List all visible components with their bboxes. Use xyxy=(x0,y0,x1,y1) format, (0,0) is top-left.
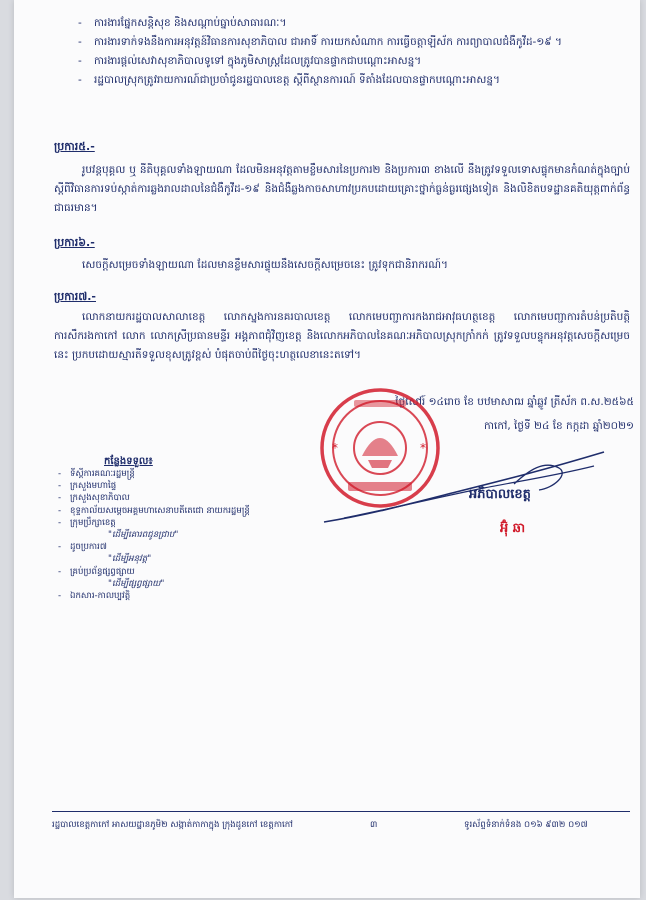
recipient-item: - គ្រប់ប្រព័ន្ធផ្សព្វផ្សាយ xyxy=(58,566,308,578)
recipients-heading: កន្លែងទទួល៖ xyxy=(104,456,153,467)
footer-divider xyxy=(52,811,630,812)
bullet-list xyxy=(76,14,636,90)
article-5-heading: ប្រការ៥.- xyxy=(54,140,95,153)
article-5-text: រូបវន្តបុគ្គល ឬ នីតិបុគ្គលទាំងឡាយណា ដែលមិនអនុវត្តតាមខ្លឹមសារនៃប្រការ២ និងប្រការ៣ ខាងលើ នឹងត្រូវទទួលទោសផ្ទុកមានកំណត់ក្នុងច្បាប់ស្តីពីវិធានការទប់ស្កាត់ការឆ្លងរាលដាលនៃជំងឺកូវីដ-១៩ និងជំងឺឆ្លងកាចសាហាវប្រកបដោយគ្រោះថ្នាក់ធ្ងន់ធ្ងរផ្សេងទៀត និងលិខិតបទដ្ឋានគតិយុត្តពាក់ព័ន្ធជាធរមាន។ xyxy=(54,164,630,214)
recipient-item: - ទីស្តីការគណៈរដ្ឋមន្ត្រី xyxy=(58,468,308,480)
article-7-heading: ប្រការ៧.- xyxy=(54,290,96,303)
svg-text:*: * xyxy=(332,441,338,455)
bullet-item: - ការងារផ្នែកសន្តិសុខ និងសណ្តាប់ធ្នាប់សាធារណៈ។ xyxy=(76,14,636,33)
lunar-date: ថ្ងៃសៅរ៍ ១៤រោច ខែ បឋមាសាឍ ឆ្នាំឆ្លូវ ត្រីស័ក ព.ស.២៥៦៥ xyxy=(395,396,634,408)
document-page xyxy=(14,0,640,898)
bullet-item: - ការងារផ្ដល់សេវាសុខាភិបាលទូទៅ ក្នុងភូមិសាស្ត្រដែលត្រូវបានផ្ទាកជាបណ្តោះអាសន្ន។ xyxy=(76,52,636,71)
article-6-text: សេចក្ដីសម្រេចទាំងឡាយណា ដែលមានខ្លឹមសារផ្ទុយនឹងសេចក្ដីសម្រេចនេះ ត្រូវទុកជានិរាករណ៍។ xyxy=(82,259,448,271)
footer-phone: ទូរស័ព្ទទំនាក់ទំនង ០១៦ ៩៣២ ០១៧ xyxy=(464,820,588,830)
recipient-item: - ឯកសារ-កាលប្បវត្តិ xyxy=(58,590,308,602)
recipient-note: "ដើម្បីផ្សព្វផ្សាយ" xyxy=(108,578,165,589)
bullet-item: - ការងារទាក់ទងនឹងការអនុវត្តន៍វិធានការសុខាភិបាល ជាអាទិ៍ ការយកសំណាក ការធ្វើចត្តាឡីស័ក ការព្យាបាលជំងឺកូវីដ-១៩ ។ xyxy=(76,33,636,52)
recipient-item: - ដូចប្រការ៧ xyxy=(58,541,308,553)
article-7-text: លោកនាយករដ្ឋបាលសាលាខេត្ត លោកស្នងការនគរបាលខេត្ត លោកមេបញ្ជាការកងរាជអាវុធហត្ថខេត្ត លោកមេបញ្ជាការតំបន់ប្រតិបត្តិការសឹករងកាកៅ លោក លោកស្រីប្រធានមន្ទីរ អង្គភាពជុំវិញខេត្ត និងលោកអភិបាលនៃគណៈអភិបាលស្រុកក្រាំកក់ ត្រូវទទួលបន្ទុកអនុវត្តសេចក្ដីសម្រេចនេះ ប្រកបដោយស្មារតីទទួលខុសត្រូវខ្ពស់ បំផុតចាប់ពីថ្ងៃចុះហត្ថលេខានេះតទៅ។ xyxy=(54,311,630,361)
recipient-item: - ក្រុមប្រឹក្សាខេត្ត xyxy=(58,517,308,529)
footer-page-number: ៣ xyxy=(370,820,378,830)
recipient-item: - ក្រសួងមហាផ្ទៃ xyxy=(58,480,308,492)
governor-title: អភិបាលខេត្ត xyxy=(469,487,531,502)
recipient-note: "ដើម្បីគោរពជូនជ្រាប" xyxy=(108,530,179,541)
recipient-item: - ក្រសួងសុខាភិបាល xyxy=(58,492,308,504)
bullet-item: - រដ្ឋបាលស្រុកត្រូវរាយការណ៍ជាប្រចាំជូនរដ្ឋបាលខេត្ត ស្ដីពីស្ថានការណ៍ ទីតាំងដែលបានផ្ទាកបណ្តោះអាសន្ន។ xyxy=(76,71,636,90)
gregorian-date: កាកៅ, ថ្ងៃទី ២៤ ខែ កក្កដា ឆ្នាំ២០២១ xyxy=(484,420,634,432)
svg-text:*: * xyxy=(420,441,426,455)
signature-icon xyxy=(314,430,614,540)
footer-address: រដ្ឋបាលខេត្តកាកៅ អាសយដ្ឋានភូមិ២ សង្កាត់កាកាក្នុង ក្រុងដូនកៅ ខេត្តកាកៅ xyxy=(52,820,293,830)
governor-name: អ៊ុំ ឆា xyxy=(500,521,526,536)
recipients-list xyxy=(58,468,308,602)
recipient-note: "ដើម្បីអនុវត្ត" xyxy=(108,554,152,565)
article-6-heading: ប្រការ៦.- xyxy=(54,236,95,249)
recipient-item: - ខុទ្ទកាល័យសម្តេចអគ្គមហាសេនាបតីតេជោ នាយករដ្ឋមន្ត្រី xyxy=(58,505,308,517)
